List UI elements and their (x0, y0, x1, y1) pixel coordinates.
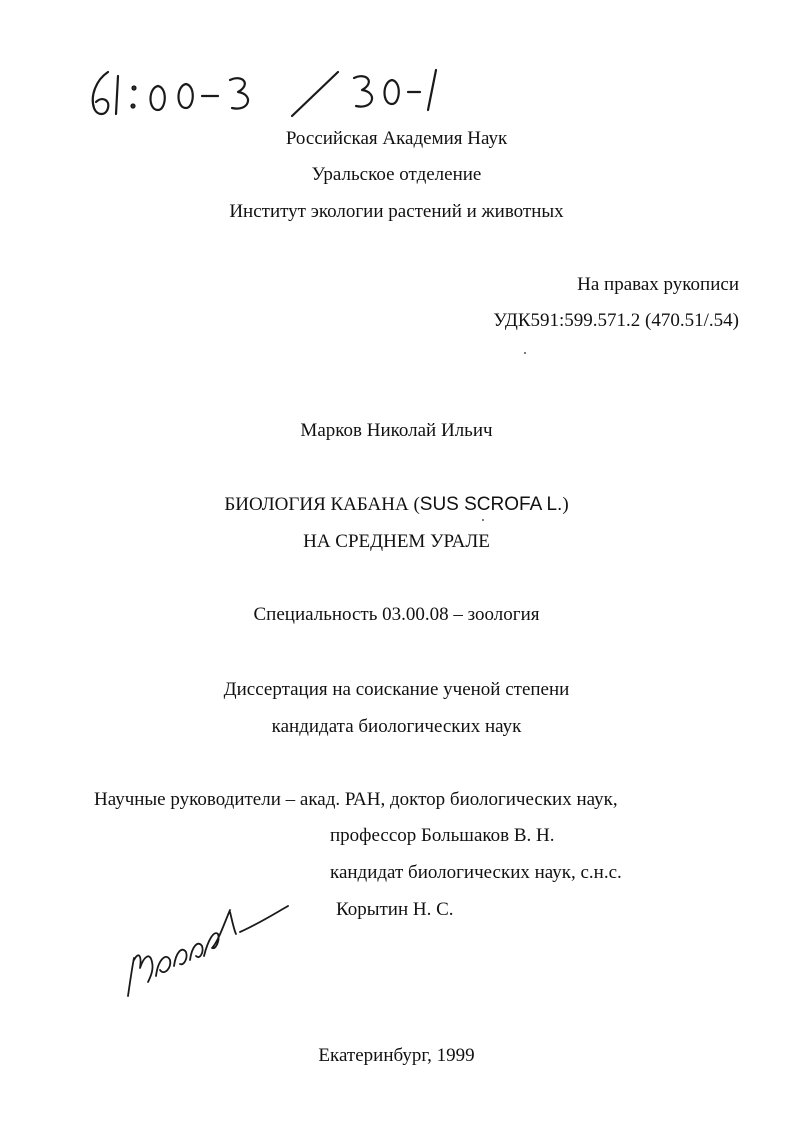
author-signature (118, 890, 298, 1010)
thesis-title-line1 (0, 494, 793, 516)
title-prefix: БИОЛОГИЯ КАБАНА ( (224, 494, 420, 515)
supervisors-line3: кандидат биологических наук, с.н.с. (330, 862, 622, 883)
org-name: Российская Академия Наук (285, 128, 508, 149)
supervisors-line1: Научные руководители – акад. РАН, доктор биологических наук, (94, 789, 618, 810)
supervisors-line4: Корытин Н. С. (336, 899, 454, 920)
author-name: Марков Николай Ильич (300, 420, 493, 441)
thesis-title-line2: НА СРЕДНЕМ УРАЛЕ (303, 531, 490, 552)
dissertation-line2: кандидата биологических наук (271, 716, 522, 737)
scan-speck (524, 352, 526, 354)
supervisors-line2: профессор Большаков В. Н. (330, 825, 555, 846)
institute-name: Институт экологии растений и животных (229, 201, 564, 222)
city-year: Екатеринбург, 1999 (318, 1045, 475, 1066)
scan-speck (482, 519, 484, 521)
title-suffix: ) (562, 494, 569, 515)
manuscript-rights: На правах рукописи (577, 274, 739, 295)
archive-stamp (86, 66, 446, 126)
branch-name: Уральское отделение (311, 164, 482, 185)
title-latin-name: SUS SCROFA L. (419, 494, 563, 515)
specialty: Специальность 03.00.08 – зоология (253, 604, 540, 625)
dissertation-line1: Диссертация на соискание ученой степени (223, 679, 570, 700)
udc-code: УДК591:599.571.2 (470.51/.54) (493, 310, 739, 331)
